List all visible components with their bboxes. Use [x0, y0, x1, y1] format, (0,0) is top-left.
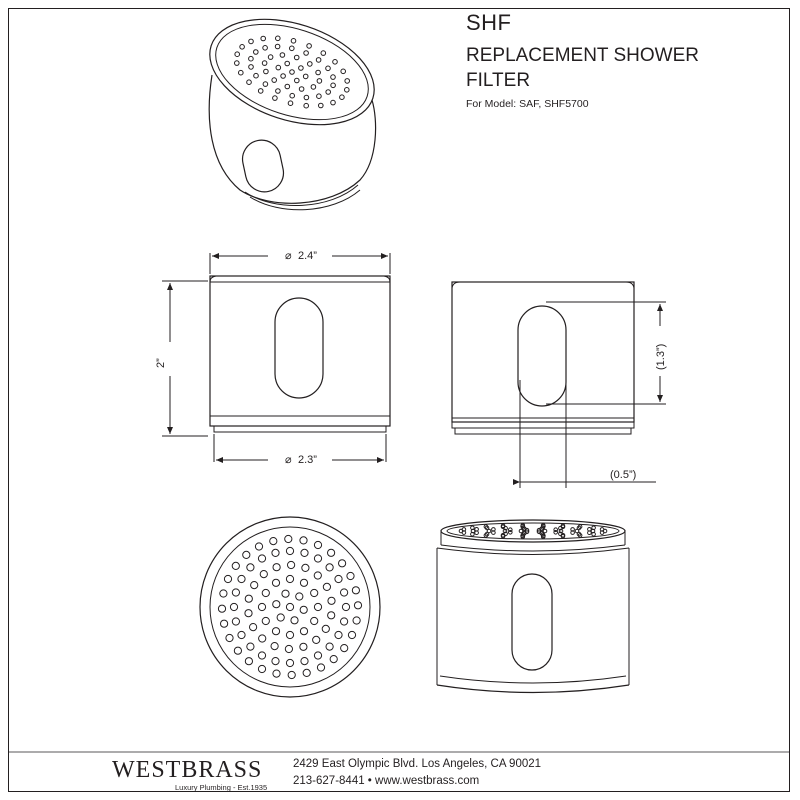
perforation-hole [271, 643, 278, 650]
perforation-hole [288, 101, 293, 106]
perforation-hole [354, 602, 361, 609]
perforation-hole [341, 69, 346, 74]
perforation-hole [234, 647, 241, 654]
perforation-hole [314, 603, 321, 610]
perforation-hole [296, 593, 303, 600]
perforation-hole [314, 555, 321, 562]
perforation-hole [303, 669, 310, 676]
perspective-side-view [437, 520, 629, 693]
perforation-hole [339, 560, 346, 567]
model-number: SHF [466, 10, 512, 35]
perforation-hole [261, 36, 266, 41]
perforation-hole [314, 541, 321, 548]
product-title-line-1: REPLACEMENT SHOWER [466, 45, 699, 66]
front-view [162, 253, 390, 462]
perforation-hole [286, 547, 293, 554]
perforation-hole [258, 665, 265, 672]
perforation-hole [316, 70, 321, 75]
perforation-hole [263, 82, 268, 87]
height-label: 2” [155, 358, 167, 368]
brand-tagline: Luxury Plumbing - Est.1935 [175, 783, 268, 792]
perforation-hole [245, 595, 252, 602]
isometric-view [196, 0, 387, 210]
perforation-hole [285, 84, 290, 89]
perforation-hole [221, 620, 228, 627]
perforation-hole [328, 597, 335, 604]
perforation-hole [326, 564, 333, 571]
perforation-hole [326, 90, 331, 95]
perforation-hole [258, 652, 265, 659]
perforation-hole [328, 549, 335, 556]
perforation-hole [331, 83, 336, 88]
perforation-hole [220, 590, 227, 597]
company-contact: 213-627-8441 • www.westbrass.com [293, 775, 480, 787]
perforation-hole [232, 562, 239, 569]
perforation-hole [294, 55, 299, 60]
product-title-line-2: FILTER [466, 70, 531, 91]
perforation-hole [276, 36, 281, 41]
perforation-hole [341, 645, 348, 652]
perforation-hole [304, 103, 309, 108]
perforation-hole [300, 579, 307, 586]
perforation-hole [245, 658, 252, 665]
perforation-hole [316, 58, 321, 63]
perforation-hole [247, 564, 254, 571]
perforation-hole [290, 93, 295, 98]
perforation-hole [230, 603, 237, 610]
perforation-hole [330, 656, 337, 663]
perforation-hole [273, 601, 280, 608]
top-diameter-label: 2.4” [298, 250, 317, 262]
perforation-hole [255, 543, 262, 550]
perforation-hole [250, 624, 257, 631]
perforation-hole [245, 610, 252, 617]
perforation-hole [291, 617, 298, 624]
perforation-hole [345, 79, 350, 84]
perforation-hole [264, 69, 269, 74]
perforation-hole [303, 74, 308, 79]
perforation-hole [276, 65, 281, 70]
perforation-hole [276, 89, 281, 94]
perforation-hole [240, 45, 245, 50]
perforation-hole [340, 95, 345, 100]
perforation-hole [348, 631, 355, 638]
top-diameter-symbol: ⌀ [285, 250, 292, 262]
compatible-models: For Model: SAF, SHF5700 [466, 98, 589, 110]
perforation-hole [288, 561, 295, 568]
perforation-hole [314, 652, 321, 659]
perforation-hole [323, 583, 330, 590]
perforation-hole [308, 62, 313, 67]
perforation-hole [226, 634, 233, 641]
bottom-diameter-symbol: ⌀ [285, 454, 292, 466]
perforation-hole [300, 606, 307, 613]
perforation-hole [300, 628, 307, 635]
perforation-hole [238, 575, 245, 582]
company-address: 2429 East Olympic Blvd. Los Angeles, CA 90021 [293, 758, 542, 770]
perforation-hole [258, 555, 265, 562]
perforation-hole [311, 589, 318, 596]
perforation-hole [218, 605, 225, 612]
perforation-hole [290, 70, 295, 75]
perforation-hole [313, 636, 320, 643]
perforation-hole [286, 631, 293, 638]
perforation-hole [232, 618, 239, 625]
perforation-hole [326, 66, 331, 71]
perforation-hole [275, 44, 280, 49]
iso-perforation-holes [235, 36, 350, 108]
perforation-hole [347, 572, 354, 579]
perforation-hole [353, 617, 360, 624]
side-view [452, 282, 666, 488]
perforation-hole [300, 643, 307, 650]
perforation-hole [272, 78, 277, 83]
perforation-hole [328, 612, 335, 619]
perforation-hole [272, 579, 279, 586]
perforation-hole [290, 46, 295, 51]
perforation-hole [259, 635, 266, 642]
perforation-hole [258, 89, 263, 94]
perforation-hole [254, 50, 259, 55]
perforation-hole [299, 66, 304, 71]
window-height-label: (1.3”) [655, 343, 667, 370]
perforation-hole [272, 658, 279, 665]
perforation-hole [281, 74, 286, 79]
perforation-hole [270, 538, 277, 545]
window-width-label: (0.5”) [610, 469, 637, 481]
perforation-hole [300, 537, 307, 544]
perforation-hole [342, 603, 349, 610]
perforation-hole [247, 643, 254, 650]
perspective-top-holes [459, 523, 607, 538]
perforation-hole [285, 61, 290, 66]
perforation-hole [302, 564, 309, 571]
perforation-hole [277, 614, 284, 621]
perforation-hole [301, 658, 308, 665]
perforation-hole [341, 618, 348, 625]
perforation-hole [322, 625, 329, 632]
perforation-hole [295, 78, 300, 83]
perforation-hole [282, 590, 289, 597]
perforation-hole [247, 80, 252, 85]
perforation-hole [254, 73, 259, 78]
perforation-hole [331, 100, 336, 105]
perforation-hole [249, 65, 254, 70]
perforation-hole [285, 645, 292, 652]
perforation-hole [262, 617, 269, 624]
perforation-hole [273, 670, 280, 677]
perforation-hole [232, 589, 239, 596]
perforation-hole [301, 549, 308, 556]
perforation-hole [286, 603, 293, 610]
perforation-hole [317, 79, 322, 84]
perforation-hole [262, 61, 267, 66]
perforation-hole [224, 575, 231, 582]
perforation-hole [331, 75, 336, 80]
perforation-hole [262, 589, 269, 596]
brand-logo: WESTBRASS [112, 757, 263, 783]
perforation-hole [335, 631, 342, 638]
perforation-hole [345, 88, 350, 93]
perforation-hole [235, 61, 240, 66]
perforation-hole [317, 664, 324, 671]
perforation-hole [273, 564, 280, 571]
bottom-diameter-label: 2.3” [298, 454, 317, 466]
perforation-hole [317, 94, 322, 99]
perforation-hole [311, 617, 318, 624]
perforation-hole [304, 51, 309, 56]
perforation-hole [307, 44, 312, 49]
perforation-hole [341, 589, 348, 596]
perforation-hole [288, 671, 295, 678]
perforation-hole [260, 571, 267, 578]
perforation-hole [286, 659, 293, 666]
perforation-hole [285, 535, 292, 542]
perforation-hole [268, 55, 273, 60]
perforation-hole [304, 95, 309, 100]
perforation-hole [235, 52, 240, 57]
perforation-hole [291, 39, 296, 44]
perforation-hole [299, 87, 304, 92]
perforation-hole [326, 643, 333, 650]
perforation-hole [249, 56, 254, 61]
perforation-hole [243, 551, 250, 558]
perforation-hole [239, 70, 244, 75]
perforation-hole [314, 572, 321, 579]
perforation-hole [311, 85, 316, 90]
perforation-hole [251, 582, 258, 589]
perforation-hole [321, 51, 326, 56]
top-view [200, 517, 380, 697]
perforation-hole [273, 96, 278, 101]
perforation-hole [272, 628, 279, 635]
perforation-hole [333, 60, 338, 65]
perforation-hole [335, 575, 342, 582]
perforation-hole [286, 575, 293, 582]
perforation-hole [352, 587, 359, 594]
perforation-hole [280, 53, 285, 58]
top-view-perforation-holes [218, 535, 361, 678]
perforation-hole [238, 631, 245, 638]
perforation-hole [249, 39, 254, 44]
perforation-hole [258, 603, 265, 610]
perforation-hole [319, 103, 324, 108]
perforation-hole [272, 549, 279, 556]
perforation-hole [263, 46, 268, 51]
